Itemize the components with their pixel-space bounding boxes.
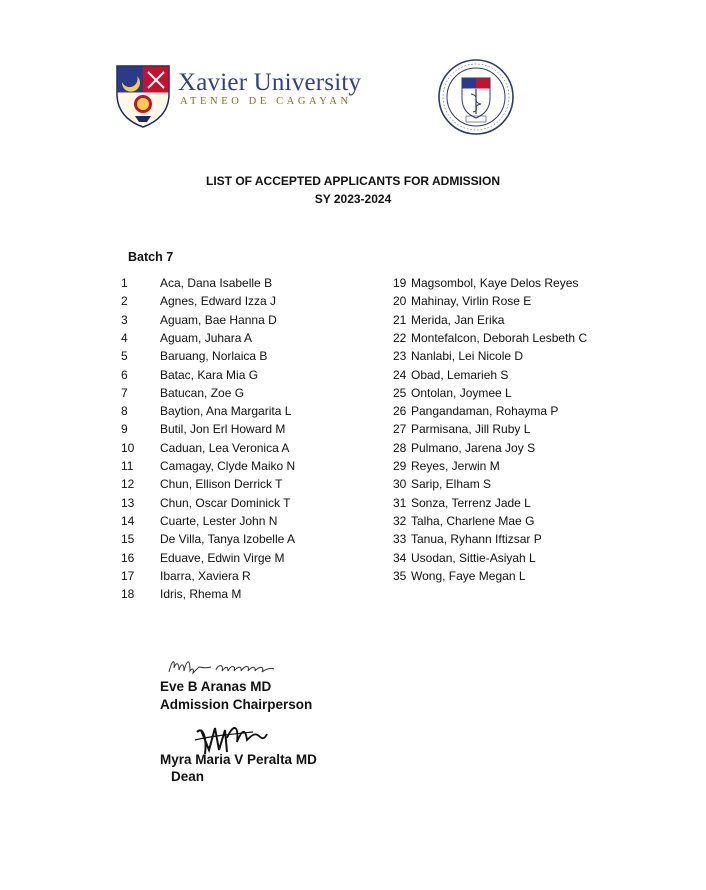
applicant-number: 30: [393, 477, 407, 492]
applicant-name: Baytion, Ana Margarita L: [160, 404, 292, 419]
applicant-name: Merida, Jan Erika: [411, 312, 505, 327]
school-of-medicine-seal-icon: [437, 58, 515, 136]
applicant-name: Tanua, Ryhann Iftizsar P: [411, 532, 542, 547]
applicant-number: 10: [121, 440, 135, 455]
applicant-name: Baruang, Norlaica B: [160, 349, 268, 364]
applicant-number: 17: [121, 568, 135, 583]
applicant-number: 34: [393, 550, 407, 565]
applicant-name: Aca, Dana Isabelle B: [160, 276, 273, 290]
xavier-university-shield-icon: [113, 64, 173, 128]
document-title: LIST OF ACCEPTED APPLICANTS FOR ADMISSION: [205, 174, 500, 188]
applicant-number: 18: [121, 587, 135, 602]
applicant-number: 19: [393, 276, 407, 290]
applicant-name: Chun, Oscar Dominick T: [160, 495, 291, 510]
applicant-number: 12: [121, 477, 135, 492]
applicant-name: Wong, Faye Megan L: [411, 568, 526, 583]
school-year: SY 2023-2024: [314, 192, 392, 206]
university-name: Xavier University: [178, 69, 362, 96]
applicant-number: 20: [393, 294, 407, 309]
applicant-number: 23: [393, 349, 407, 364]
applicant-name: Aguam, Bae Hanna D: [160, 312, 277, 327]
applicant-name: Mahinay, Virlin Rose E: [411, 294, 532, 309]
applicant-name: Camagay, Clyde Maiko N: [160, 459, 296, 473]
applicant-name: Usodan, Sittie-Asiyah L: [411, 550, 536, 565]
applicant-name: Reyes, Jerwin M: [411, 459, 500, 473]
signatory-1-name: Eve B Aranas MD: [160, 679, 272, 694]
applicant-number: 13: [121, 495, 135, 510]
applicant-number: 8: [121, 404, 128, 419]
applicant-number: 1: [121, 276, 128, 290]
applicant-number: 29: [393, 459, 407, 473]
applicant-number: 2: [121, 294, 128, 309]
applicant-name: Cuarte, Lester John N: [160, 513, 278, 528]
applicant-number: 24: [393, 367, 407, 382]
applicant-name: Butil, Jon Erl Howard M: [160, 422, 286, 437]
applicant-name: Eduave, Edwin Virge M: [160, 550, 285, 565]
applicant-number: 26: [393, 404, 407, 419]
applicant-number: 35: [393, 568, 407, 583]
applicant-name: Pangandaman, Rohayma P: [411, 404, 559, 419]
applicant-number: 27: [393, 422, 407, 437]
applicant-name: Sonza, Terrenz Jade L: [411, 495, 531, 510]
applicant-name: Aguam, Juhara A: [160, 330, 253, 345]
applicant-number: 9: [121, 422, 128, 437]
applicant-number: 21: [393, 312, 407, 327]
signature-chairperson: [166, 654, 281, 680]
applicant-number: 3: [121, 312, 128, 327]
applicant-name: Chun, Ellison Derrick T: [160, 477, 283, 492]
applicant-name: Batucan, Zoe G: [160, 385, 245, 400]
applicant-number: 32: [393, 513, 407, 528]
applicant-name: Parmisana, Jill Ruby L: [411, 422, 531, 437]
applicant-number: 7: [121, 385, 128, 400]
applicant-name: Talha, Charlene Mae G: [411, 513, 535, 528]
applicant-number: 14: [121, 513, 135, 528]
applicant-name: Caduan, Lea Veronica A: [160, 440, 290, 455]
applicant-name: De Villa, Tanya Izobelle A: [160, 532, 295, 547]
signatory-2-title: Dean: [171, 769, 205, 784]
applicant-number: 33: [393, 532, 407, 547]
applicant-name: Agnes, Edward Izza J: [160, 294, 277, 309]
applicant-name: Ontolan, Joymee L: [411, 385, 512, 400]
applicant-number: 25: [393, 385, 407, 400]
applicant-name: Batac, Kara Mia G: [160, 367, 259, 382]
applicant-name: Nanlabi, Lei Nicole D: [411, 349, 524, 364]
university-subtitle: ATENEO DE CAGAYAN: [180, 96, 352, 107]
applicant-name: Magsombol, Kaye Delos Reyes: [411, 276, 579, 290]
applicant-number: 22: [393, 330, 407, 345]
applicant-number: 31: [393, 495, 407, 510]
signatory-2-name: Myra Maria V Peralta MD: [160, 752, 317, 767]
applicant-number: 11: [121, 459, 134, 473]
applicant-number: 15: [121, 532, 135, 547]
applicant-name: Ibarra, Xaviera R: [160, 568, 251, 583]
applicant-name: Obad, Lemarieh S: [411, 367, 509, 382]
applicant-name: Sarip, Elham S: [411, 477, 492, 492]
applicant-name: Idris, Rhema M: [160, 587, 242, 602]
applicant-number: 5: [121, 349, 128, 364]
applicant-number: 6: [121, 367, 128, 382]
applicant-number: 4: [121, 330, 128, 345]
batch-label: Batch 7: [128, 250, 174, 264]
applicant-name: Pulmano, Jarena Joy S: [411, 440, 536, 455]
applicant-name: Montefalcon, Deborah Lesbeth C: [411, 330, 588, 345]
applicant-number: 28: [393, 440, 407, 455]
applicant-number: 16: [121, 550, 135, 565]
signatory-1-title: Admission Chairperson: [160, 697, 313, 712]
